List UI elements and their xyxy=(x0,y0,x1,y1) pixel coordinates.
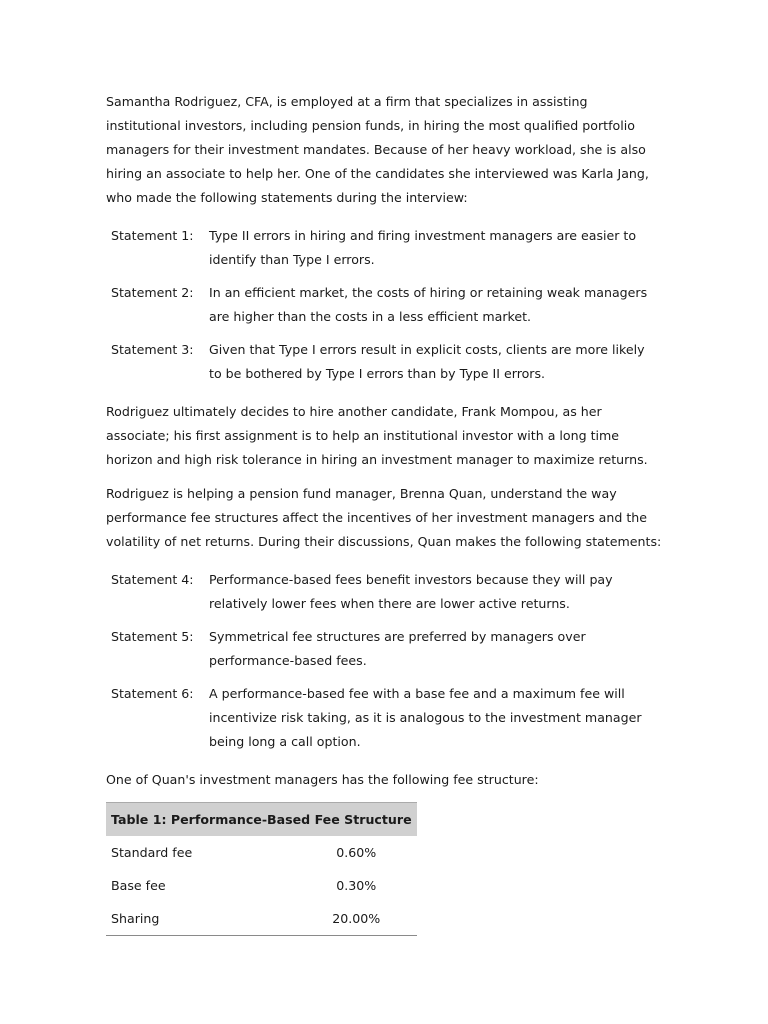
hiring-paragraph: Rodriguez ultimately decides to hire another candidate, Frank Mompou, as her associate; his first assignment is to help an institutional investor with a long time horizon and high risk tolerance in hiring an investment manager to maximize returns. xyxy=(106,404,648,467)
statement-label: Statement 3: xyxy=(111,342,194,357)
statement-item xyxy=(106,625,666,673)
statement-list-quan xyxy=(106,568,666,754)
intro-paragraph: Samantha Rodriguez, CFA, is employed at a firm that specializes in assisting institutional investors, including pension funds, in hiring the most qualified portfolio managers for their investment mandates. Because of her heavy workload, she is also hiring an associate to help her. One of the candidates she interviewed was Karla Jang, who made the following statements during the interview: xyxy=(106,94,649,205)
table-cell-value: 0.30% xyxy=(336,878,377,893)
statement-list-interview xyxy=(106,224,666,386)
statement-label: Statement 2: xyxy=(111,285,194,300)
statement-text: Performance-based fees benefit investors because they will pay relatively lower fees when there are lower active returns. xyxy=(209,572,613,611)
statement-text: In an efficient market, the costs of hiring or retaining weak managers are higher than the costs in a less efficient market. xyxy=(209,285,648,324)
statement-label: Statement 1: xyxy=(111,228,194,243)
table-header-row xyxy=(106,803,417,837)
statement-text: A performance-based fee with a base fee and a maximum fee will incentivize risk taking, as it is analogous to the investment manager being long a call option. xyxy=(209,686,642,749)
fee-structure-paragraph: Rodriguez is helping a pension fund manager, Brenna Quan, understand the way performance fee structures affect the incentives of her investment managers and the volatility of net returns. During their discussions, Quan makes the following statements: xyxy=(106,486,662,549)
document-page xyxy=(106,90,666,936)
table-row xyxy=(106,869,417,902)
statement-item xyxy=(106,682,666,754)
table-cell-value: 0.60% xyxy=(336,845,377,860)
fee-structure-table xyxy=(106,802,417,936)
statement-item xyxy=(106,338,666,386)
table-cell-label: Standard fee xyxy=(111,845,193,860)
table-row xyxy=(106,836,417,869)
table-title: Table 1: Performance-Based Fee Structure xyxy=(106,803,417,837)
table-cell-value: 20.00% xyxy=(296,902,417,936)
table-cell-label: Base fee xyxy=(111,878,166,893)
statement-text: Symmetrical fee structures are preferred by managers over performance-based fees. xyxy=(209,629,586,668)
statement-label: Statement 6: xyxy=(111,686,194,701)
statement-text: Given that Type I errors result in explicit costs, clients are more likely to be bothered by Type I errors than by Type II errors. xyxy=(209,342,645,381)
table-row xyxy=(106,902,417,936)
statement-label: Statement 4: xyxy=(111,572,194,587)
statement-item xyxy=(106,568,666,616)
fee-intro-paragraph: One of Quan's investment managers has the following fee structure: xyxy=(106,772,539,787)
table-cell-label: Sharing xyxy=(106,902,296,936)
statement-text: Type II errors in hiring and firing investment managers are easier to identify than Type I errors. xyxy=(209,228,637,267)
statement-item xyxy=(106,224,666,272)
statement-label: Statement 5: xyxy=(111,629,194,644)
statement-item xyxy=(106,281,666,329)
